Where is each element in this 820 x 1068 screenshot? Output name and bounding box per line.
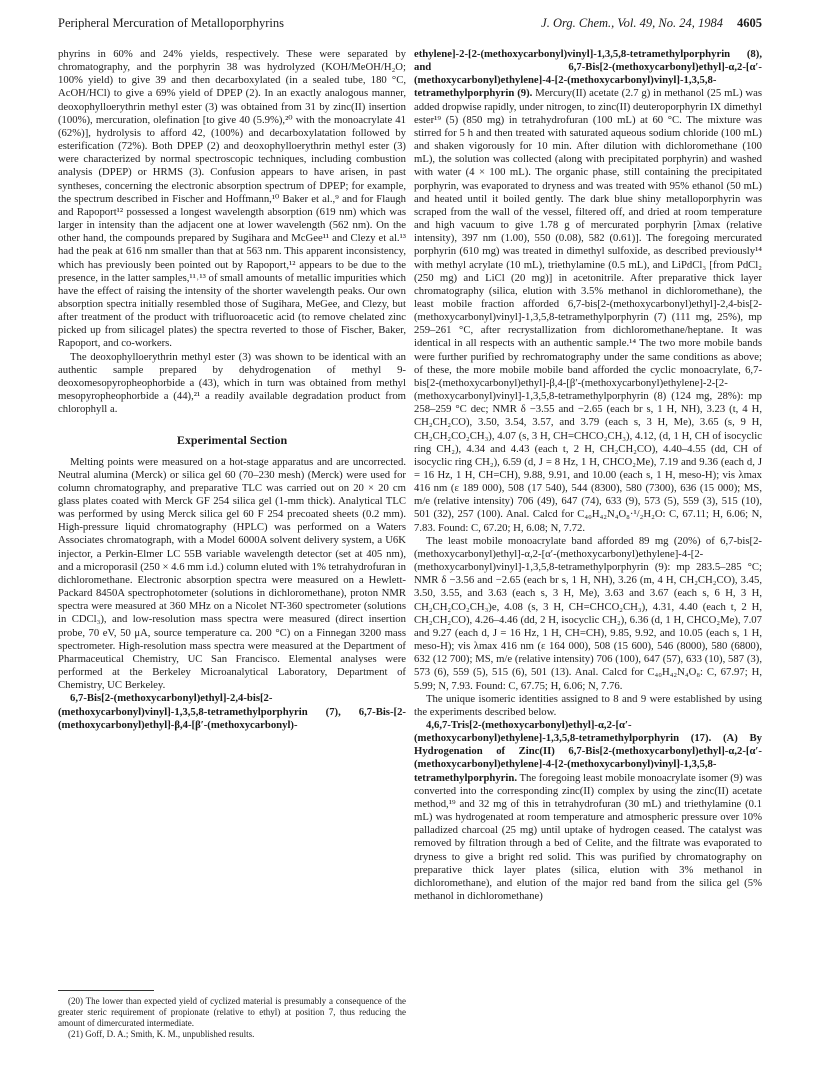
page-number: 4605 — [737, 16, 762, 30]
right-paragraph-2: The least mobile monoacrylate band afforded 89 mg (20%) of 6,7-bis[2-(methoxycarbonyl)ethyl]-α,2-[α′-(methoxycarbonyl)ethylene]-4-[2-(methoxycarbonyl)vinyl]-1,3,5,8-tetramethylporphyrin (9): mp 283.5–285 °C; NMR δ −3.56 and −2.65 (each br s, 1 H, NH), 3.26 (m, 4 H, CH₂CH₂CO), 3.45, 3.50, 3.55, and 3.63 (each s, 3 H, Me), 3.63 and 3.67 (each s, 6 H, 3 H, CH₂CH₂CO₂CH₃)e, 4.08 (s, 3 H, CH=CHCO₂CH₃), 4.31, 4.40 (each t, 2 H, CH₂CH₂CO), 4.26–4.46 (dd, 2 H, isocyclic CH₂), 6.36 (d, 1 H, CHCO₂Me), 7.07 and 9.27 (each d, J = 16 Hz, 1 H, CH=CH), 9.85, 9.92, and 10.05 (each s, 1 H, meso-H); vis λmax 416 nm (ε 164 000), 508 (15 600), 546 (8000), 580 (6800), 632 (12 700); MS, m/e (relative intensity) 706 (100), 647 (57), 633 (10), 587 (3), 573 (6), 559 (5), 515 (6), 501 (13). Anal. Calcd for C₄₀H₄₂N₄O₈: C, 67.97; H, 5.99; N, 7.93. Found: C, 67.75; H, 6.06; N, 7.76. — [414, 534, 762, 692]
footnote-20: (20) The lower than expected yield of cyclized material is presumably a consequence of the greater steric requirement of propionate (relative to ethyl) at position 7, thus reducing the amount of dimercurated intermediate. — [58, 996, 406, 1028]
right-paragraph-3: The unique isomeric identities assigned to 8 and 9 were established by using the experiments described below. — [414, 692, 762, 718]
running-header — [58, 16, 762, 32]
compound-heading-text: 6,7-Bis[2-(methoxycarbonyl)ethyl]-2,4-bis[2-(methoxycarbonyl)vinyl]-1,3,5,8-tetramethylporphyrin (7), 6,7-Bis-[2-(methoxycarbonyl)ethyl]-β,4-[β′-(methoxycarbonyl)- — [58, 692, 406, 731]
footnotes — [58, 990, 406, 1040]
procedure-text-1: Mercury(II) acetate (2.7 g) in methanol (25 mL) was added dropwise rapidly, under nitrogen, to zinc(II) deuteroporphyrin IX dimethyl ester¹⁹ (5) (850 mg) in tetrahydrofuran (100 mL) at 60 °C. The mixture was stirred for 5 h and then treated with saturated aqueous sodium chloride (100 mL) and shaken vigorously for 10 min. After dilution with dichloromethane (100 mL), the solution was collected (along with precipitated porphyrin) and washed with water (4 × 100 mL). The organic phase, still containing the precipitated porphyrin, was evaporated to dryness and was treated with 95% ethanol (50 mL) and heated until it boiled gently. The dark blue shiny metalloporphyrin was scraped from the wall of the vessel, filtered off, and dried at room temperature and high vacuum to give 1.78 g of mercurated porphyrin [λmax (relative intensity), 397 nm (1.00), 550 (0.08), 582 (0.61)]. The foregoing mercurated porphyrin (610 mg) was treated in dimethyl sulfoxide, as described previously¹⁴ with methyl acrylate (10 mL), triethylamine (0.5 mL), and LiPdCl₃ [from PdCl₂ (250 mg) and LiCl (20 mg)] in acetonitrile. After preparative thick layer chromatography (silica, elution with 3.5% methanol in dichloromethane), the least mobile fraction afforded 6,7-bis[2-(methoxycarbonyl)ethyl]-2,4-bis[2-(methoxycarbonyl)vinyl]-1,3,5,8-tetramethylporphyrin (7) (111 mg, 25%), mp 259–261 °C, after recrystallization from dichloromethane/heptane. It was identical in all respects with an authentic sample.¹⁴ The two more mobile bands were further purified by rechromatography under the same conditions as above; of these, the more mobile mobile band afforded the cyclic monoacrylate, 6,7-bis[2-(methoxycarbonyl)ethyl]-β,4-[β′-(methoxycarbonyl)ethylene]-2-[2-(methoxycarbonyl)vinyl]-1,3,5,8-tetramethylporphyrin (8) (124 mg, 28%): mp 258–259 °C dec; NMR δ −3.55 and −2.65 (each br s, 1 H, NH), 3.23 (t, 4 H, CH₂CH₂CO), 3.50, 3.54, 3.57, and 3.79 (each s, 3 H, Me), 3.65 (s, 9 H, CH₂CH₂CO₂CH₃), 4.07 (s, 3 H, CH=CHCO₂CH₃), 4.12, (d, 1 H, CH of isocyclic ring CH₂), 4.34 and 4.43 (each t, 2 H, CH₂CH₂CO), 4.40–4.55 (dd, CH of isocyclic ring CH₂), 6.59 (d, J = 8 Hz, 1 H, CHCO₂Me), 7.19 and 9.36 (each d, J = 16 Hz, 1 H, CH=CH), 9.88, 9.91, and 10.00 (each s, 1 H, meso-H); vis λmax 416 nm (ε 189 000), 508 (17 540), 544 (8300), 580 (7300), 636 (15 000); MS, m/e (relative intensity) 706 (49), 647 (74), 633 (9), 573 (5), 559 (3), 515 (10), 501 (32), 257 (100). Anal. Calcd for C₄₀H₄₂N₄O₈·¹/₂H₂O: C, 67.11; H, 6.06; N, 7.83. Found: C, 67.20; H, 6.08; N, 7.72. — [414, 87, 762, 534]
compound-heading-17: 4,6,7-Tris[2-(methoxycarbonyl)ethyl]-α,2-[α′-(methoxycarbonyl)ethylene]-1,3,5,8-tetramethylporphyrin (17). (A) By Hydrogenation of Zinc(II) 6,7-Bis[2-(methoxycarbonyl)ethyl]-α,2-[α′-(methoxycarbonyl)ethylene]-4-[2-(methoxycarbonyl)vinyl]-1,3,5,8-tetramethylporphyrin. — [414, 718, 762, 784]
right-paragraph-1 — [414, 48, 762, 535]
left-paragraph-2: The deoxophylloerythrin methyl ester (3) was shown to be identical with an authentic sample prepared by dehydrogenation of methyl 9-deoxomesopyropheophorbide a (43), which in turn was obtained from methyl mesopyropheophorbide a (44),²¹ a readily available degradation product from chlorophyll a. — [58, 350, 406, 416]
compound-heading-continued: ethylene]-2-[2-(methoxycarbonyl)vinyl]-1,3,5,8-tetramethylporphyrin (8), and 6,7-Bis[2-(methoxycarbonyl)ethyl]-α,2-[α′-(methoxycarbonyl)ethylene]-4-[2-(methoxycarbonyl)vinyl]-1,3,5,8-tetramethylporphyrin (9). — [414, 48, 762, 100]
left-paragraph-1: phyrins in 60% and 24% yields, respectively. These were separated by chromatography, and the porphyrin 38 was hydrolyzed (KOH/MeOH/H₂O; 100% yield) to give 39 and then decarboxylated (in a sealed tube, 180 °C, AcOH/HCl) to give a 69% yield of DPEP (2). In an exactly analogous manner, deoxophylloerythrin methyl ester (3) was obtained from 31 by zinc(II) insertion (100%), mercuration, olefination [to give 40 (5.9%),²⁰ with the monoacrylate 41 (62%)], hydrolysis to afford 42, (100%) and decarboxylatation followed by esterification (72%). Both DPEP (2) and deoxophylloerythrin methyl ester (3) were characterized by normal spectroscopic techniques, including combustion analysis (DPEP) or HRMS (3). Confusion appears to have arisen, in past syntheses, concerning the electronic absorption spectrum of DPEP; for example, the spectrum described in Fischer and Hoffmann,¹⁰ Baker et al.,⁹ and for Flaugh and Rapoport¹² possessed a longest wavelength absorption (619 nm) which was larger in intensity than the adjacent one at lower wavelength (562 nm). On the other hand, the compounds prepared by Sugihara and McGee¹¹ and Clezy et al.¹³ had the peak at 616 nm smaller than that at 563 nm. This apparent inconsistency, which has previously been pointed out by Rapoport,¹² appears to be due to the presence, in the latter samples,¹¹˒¹³ of small amounts of metallic impurities which have the effect of raising the intensity of the shorter wavelength peaks. Our own absorption spectra initially resembled those of Sugihara, MeGee, and Clezy, but after treatment of the product with trifluoroacetic acid (to remove chelated zinc picked up from silicagel plates) the spectra reverted to those of Fischer, Baker, Rapoport, and co-workers. — [58, 48, 406, 350]
left-paragraph-3: Melting points were measured on a hot-stage apparatus and are uncorrected. Neutral alumina (Merck) or silica gel 60 (70–230 mesh) (Merck) were used for column chromatography, and preparative TLC was carried out on 20 × 20 cm glass plates coated with Merck GF 254 silica gel (1-mm thick). Analytical TLC was performed by using Merck silica gel 60 F 254 precoated sheets (0.2 mm). High-pressure liquid chromatography (HPLC) was performed on a Waters Associates chromatograph, with a Model 6000A solvent delivery system, a U6K injector, a Perkin-Elmer LC 55B variable wavelength detector (set at 405 nm), and a microporasil (250 × 4.6 mm i.d.) column eluted with 1% tetrahydrofuran in dichloromethane. Electronic absorption spectra were measured on a Hewlett-Packard 8450A spectrophotometer (solutions in dichloromethane), proton NMR spectra were measured at 360 MHz on a Nicolet NT-360 spectrometer (solutions in CDCl₃), and low-resolution mass spectra were measured (direct insertion probe, 70 eV, 50 μA, source temperature ca. 200 °C) on a Finnegan 3200 mass spectrometer. High-resolution mass spectra were measured at the Department of Pharmaceutical Chemistry, UC San Francisco. Elemental analyses were performed at the Berkeley Microanalytical Laboratory, Department of Chemistry, UC Berkeley. — [58, 455, 406, 692]
right-paragraph-4 — [414, 719, 762, 903]
procedure-text-17: The foregoing least mobile monoacrylate isomer (9) was converted into the corresponding zinc(II) complex by using the zinc(II) acetate method,¹⁹ and 32 mg of this in tetrahydrofuran (30 mL) and triethylamine (0.1 mL) was hydrogenated at room temperature and atmospheric pressure over 10% palladized charcoal (25 mg) until uptake of hydrogen ceased. The catalyst was removed by filtration through a bed of Celite, and the filtrate was evaporated to dryness to give a bright red solid. This was purified by chromatography on preparative thick layer plates (silica, elution with 3% methanol in dichloromethane), and elution of the major red band from the silica gel (5% methanol in dichloromethane) — [414, 771, 762, 902]
header-right — [541, 16, 762, 31]
running-title: Peripheral Mercuration of Metalloporphyrins — [58, 16, 284, 30]
right-column — [414, 48, 762, 903]
compound-heading-7-8 — [58, 692, 406, 731]
section-title-experimental: Experimental Section — [176, 433, 288, 448]
journal-citation: J. Org. Chem., Vol. 49, No. 24, 1984 — [541, 16, 723, 30]
footnote-21: (21) Goff, D. A.; Smith, K. M., unpublished results. — [68, 1029, 255, 1039]
left-column — [58, 48, 406, 732]
footnote-rule — [58, 990, 154, 991]
